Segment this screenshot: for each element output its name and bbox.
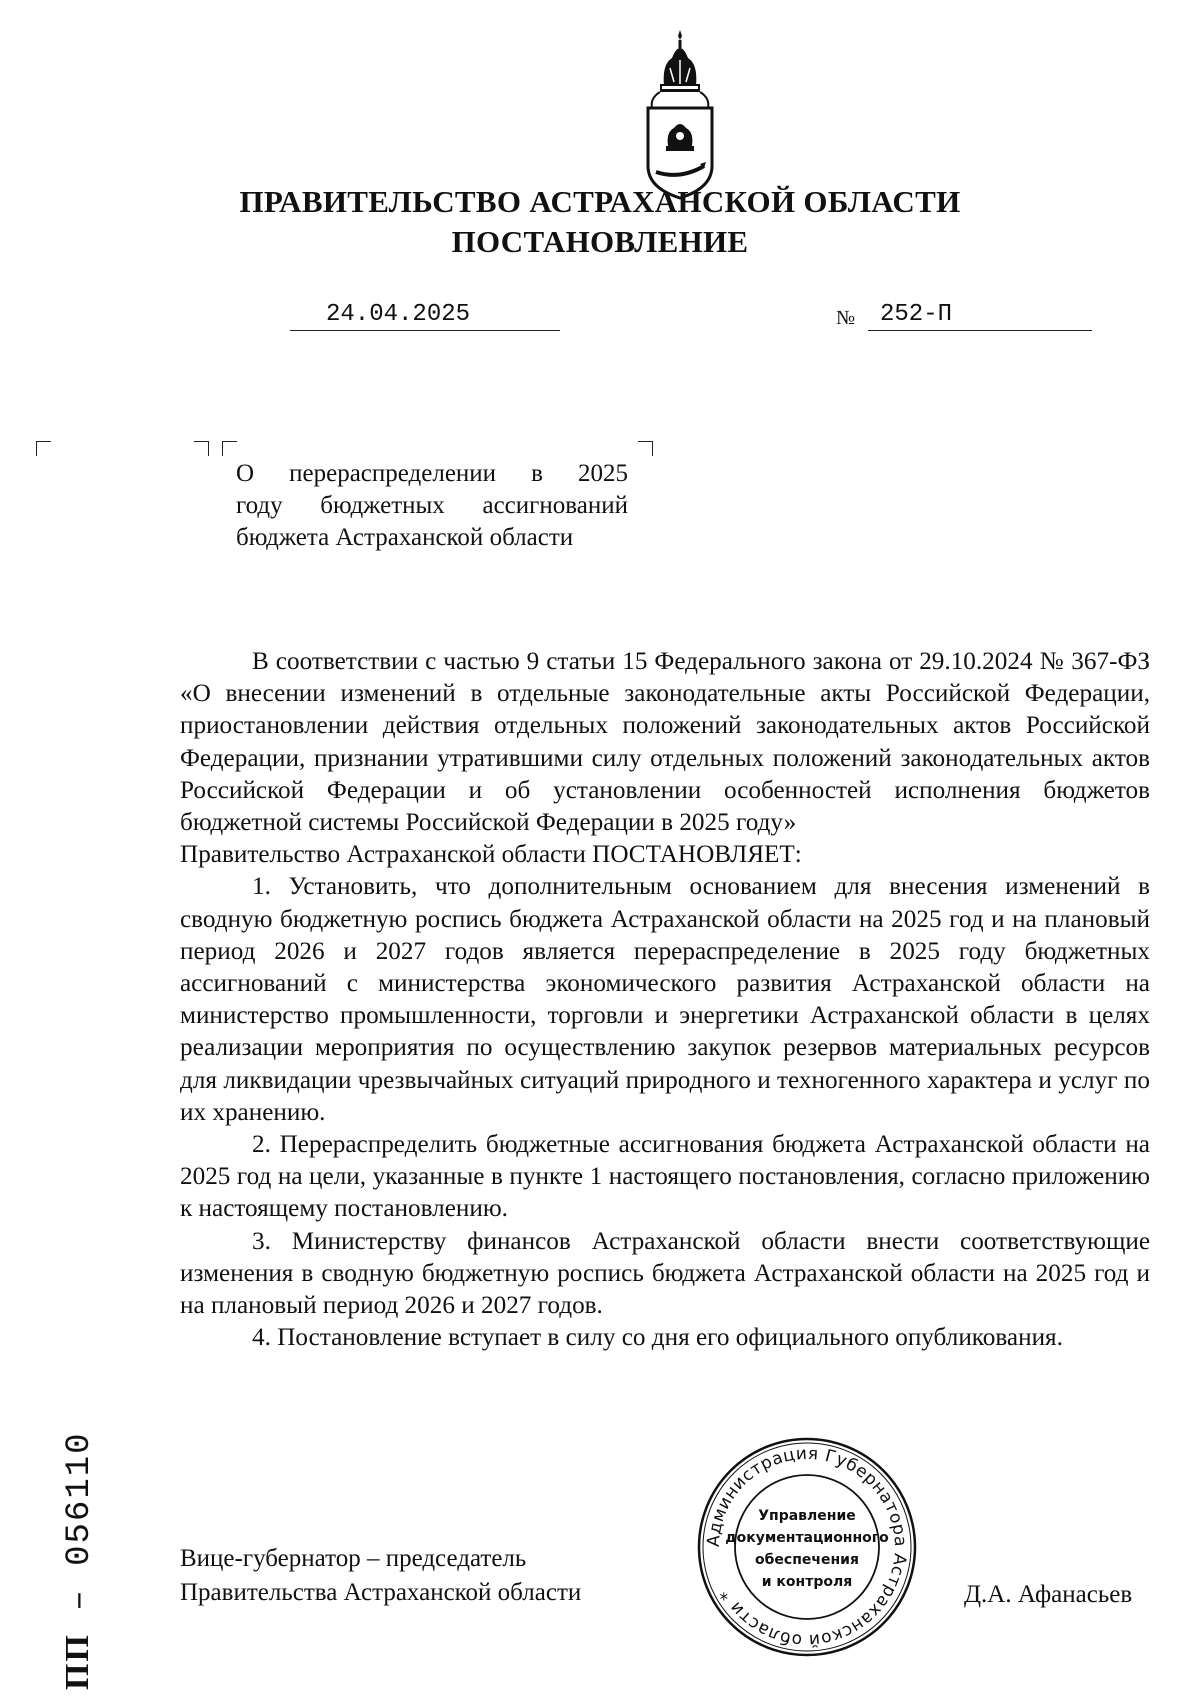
corner-mark bbox=[36, 441, 51, 456]
code-dash: – bbox=[61, 1588, 99, 1611]
signatory-name: Д.А. Афанасьев bbox=[964, 1581, 1133, 1608]
signatory-position bbox=[180, 1542, 581, 1610]
resolves-clause: Правительство Астраханской области ПОСТАНОВЛЯЕТ: bbox=[180, 841, 802, 869]
corner-mark bbox=[194, 441, 209, 456]
registration-code bbox=[58, 1431, 100, 1690]
position-line: Вице-губернатор – председатель bbox=[180, 1545, 527, 1572]
corner-mark bbox=[222, 441, 237, 456]
subject-line: году бюджетных ассигнований bbox=[236, 492, 628, 519]
document-body bbox=[180, 646, 1150, 1354]
document-date: 24.04.2025 bbox=[290, 300, 560, 331]
position-line: Правительства Астраханской области bbox=[180, 1579, 582, 1606]
stamp-center-line: документационного bbox=[725, 1530, 889, 1546]
subject-line: бюджета Астраханской области bbox=[236, 524, 574, 551]
document-header bbox=[0, 182, 1200, 262]
number-label: № bbox=[836, 307, 856, 329]
preamble: В соответствии с частью 9 статьи 15 Федерального закона от 29.10.2024 № 367-ФЗ «О внесении изменений в отдельные законодательные акты Российской Федерации, приостановлении действия отдельных положений законодательных актов Российской Федерации, признании утратившими силу отдельных положений законодательных актов Российской Федерации и об установлении особенностей исполнения бюджетов бюджетной системы Российской Федерации в 2025 году» bbox=[180, 648, 1150, 837]
stamp-center-line: обеспечения bbox=[755, 1552, 859, 1568]
stamp-center-line: и контроля bbox=[761, 1574, 853, 1590]
stamp-ring-text: Администрация Губернатора Астраханской области * bbox=[703, 1443, 911, 1651]
code-number: 056110 bbox=[61, 1431, 99, 1566]
official-stamp bbox=[694, 1434, 920, 1660]
clause-item: 1. Установить, что дополнительным основанием для внесения изменений в сводную бюджетную роспись бюджета Астраханской области на 2025 год и на плановый период 2026 и 2027 годов является перераспределение в 2025 году бюджетных ассигнований с министерства экономического развития Астраханской области на министерство промышленности, торговли и энергетики Астраханской области в целях реализации мероприятия по осуществлению закупок резервов материальных ресурсов для ликвидации чрезвычайных ситуаций природного и техногенного характера и услуг по их хранению. bbox=[180, 873, 1150, 1126]
corner-mark bbox=[638, 441, 653, 456]
clause-item: 4. Постановление вступает в силу со дня его официального опубликования. bbox=[252, 1324, 1063, 1352]
clause-item: 2. Перераспределить бюджетные ассигнования бюджета Астраханской области на 2025 год на цели, указанные в пункте 1 настоящего постановления, согласно приложению к настоящему постановлению. bbox=[180, 1131, 1150, 1223]
document-type: ПОСТАНОВЛЕНИЕ bbox=[451, 224, 749, 259]
document-number: 252-П bbox=[868, 300, 1092, 331]
authority-name: ПРАВИТЕЛЬСТВО АСТРАХАНСКОЙ ОБЛАСТИ bbox=[239, 184, 961, 219]
clause-item: 3. Министерству финансов Астраханской области внести соответствующие изменения в сводную бюджетную роспись бюджета Астраханской области на 2025 год и на плановый период 2026 и 2027 годов. bbox=[180, 1227, 1150, 1320]
coat-of-arms-icon bbox=[640, 28, 720, 204]
subject-line: О перераспределении в 2025 bbox=[236, 460, 628, 487]
stamp-center-line: Управление bbox=[758, 1508, 856, 1524]
document-subject bbox=[236, 458, 628, 554]
code-prefix: ПП bbox=[59, 1633, 96, 1690]
